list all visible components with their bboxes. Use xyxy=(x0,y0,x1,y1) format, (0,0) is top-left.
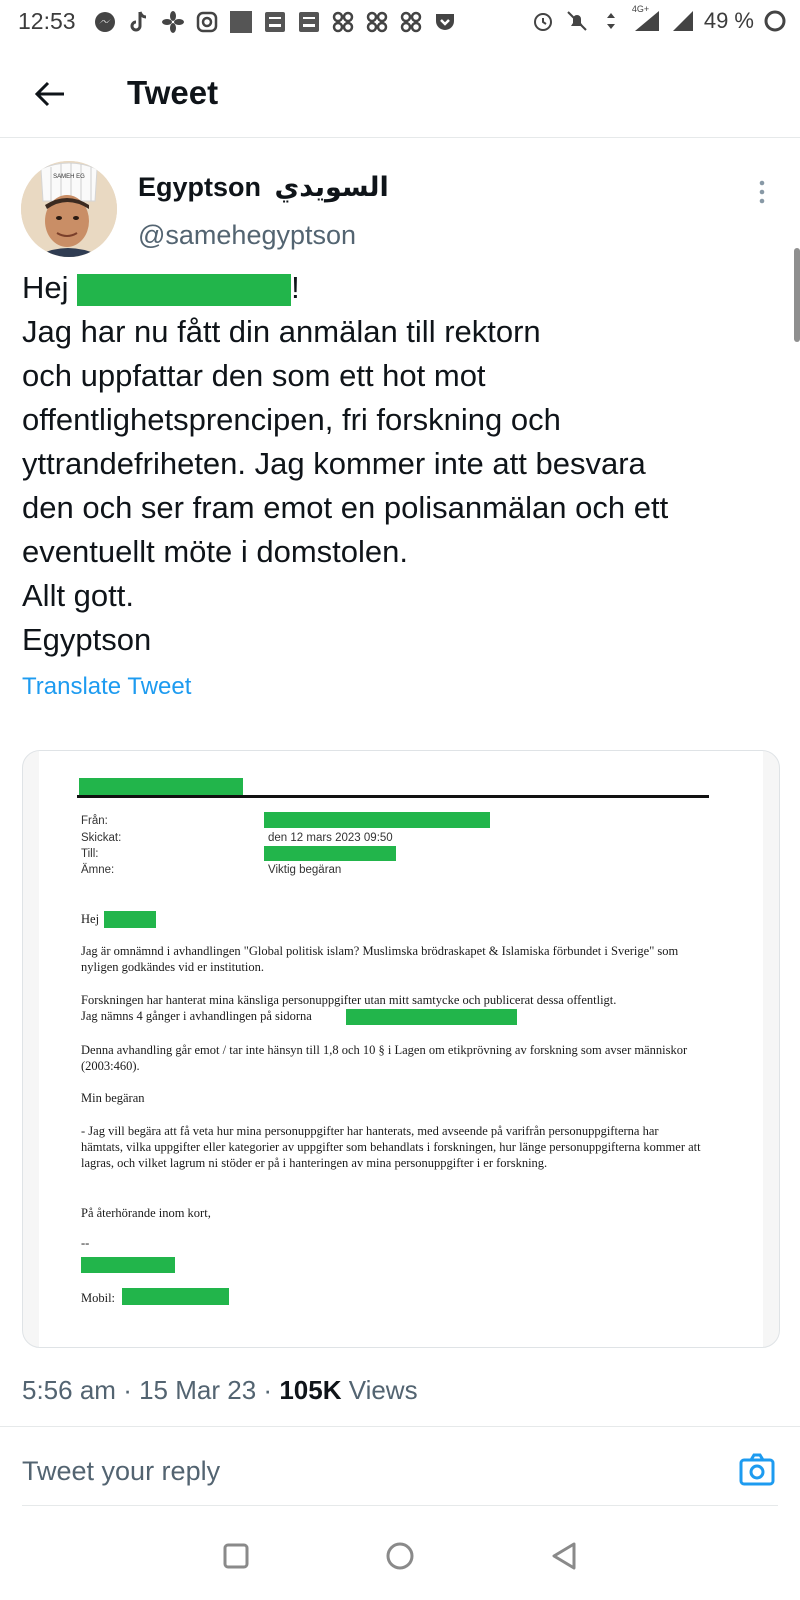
translate-tweet-link[interactable]: Translate Tweet xyxy=(22,673,192,700)
reply-divider xyxy=(22,1505,778,1506)
doc-paragraph: - Jag vill begära att få veta hur mina personuppgifter har hanterats, med avseende på varifrån personuppgifterna har hämtats, vilka uppgifter eller kategorier av uppgifter som behandlats i forskningen, hur länge personuppgifterna kommer att lagras, och vilket lagrum ni stöder er på i hanteringen av mina personuppgifter i er forskning. xyxy=(81,1124,701,1170)
tweet-line: Egyptson xyxy=(22,622,152,657)
card-icon xyxy=(296,9,322,35)
mute-icon xyxy=(564,8,590,34)
tweet-line: eventuellt möte i domstolen. xyxy=(22,534,408,569)
doc-paragraph: Jag nämns 4 gånger i avhandlingen på sidorna xyxy=(81,1009,312,1023)
tweet-date[interactable]: 15 Mar 23 xyxy=(139,1375,257,1405)
tweet-greeting-end: ! xyxy=(291,270,300,305)
grid-app-icon xyxy=(364,9,390,35)
redaction-box xyxy=(122,1288,229,1305)
redaction-box xyxy=(81,1257,175,1273)
tweet-line: yttrandefriheten. Jag kommer inte att besvara xyxy=(22,446,646,481)
doc-closing: På återhörande inom kort, xyxy=(81,1206,211,1220)
tweet-meta xyxy=(22,1375,418,1406)
doc-mobile-label: Mobil: xyxy=(81,1291,116,1305)
tweet-line: Allt gott. xyxy=(22,578,134,613)
tweet-line: och uppfattar den som ett hot mot xyxy=(22,358,486,393)
redaction-box xyxy=(346,1009,517,1025)
messenger-icon xyxy=(92,9,118,35)
signal-icon xyxy=(631,4,662,34)
back-nav-button[interactable] xyxy=(542,1534,586,1578)
status-time: 12:53 xyxy=(18,8,76,34)
signal-icon xyxy=(670,8,696,34)
display-name-arabic: السويدي xyxy=(274,172,389,203)
tiktok-icon xyxy=(126,9,152,35)
meta-divider xyxy=(0,1426,800,1427)
views-count[interactable]: 105K xyxy=(279,1375,342,1405)
meta-separator: · xyxy=(123,1375,132,1405)
redaction-box xyxy=(264,812,490,828)
tweet-text xyxy=(22,266,782,662)
pocket-icon xyxy=(432,9,458,35)
doc-greeting: Hej xyxy=(81,912,100,926)
tweet-greeting-line xyxy=(22,266,782,310)
email-document xyxy=(39,751,763,1347)
sent-label: Skickat: xyxy=(81,832,122,844)
doc-paragraph: Forskningen har hanterat mina känsliga personuppgifter utan mitt samtycke och publicerat dessa offentligt. xyxy=(81,993,617,1007)
arrow-left-icon xyxy=(34,80,66,108)
home-button[interactable] xyxy=(378,1534,422,1578)
system-nav-bar xyxy=(0,1512,800,1600)
top-bar xyxy=(0,58,800,138)
meta-separator: · xyxy=(263,1375,273,1405)
doc-heading: Min begäran xyxy=(81,1091,145,1105)
tweet-line: Jag har nu fått din anmälan till rektorn xyxy=(22,314,541,349)
to-label: Till: xyxy=(81,848,99,860)
recent-apps-button[interactable] xyxy=(214,1534,258,1578)
doc-paragraph: Denna avhandling går emot / tar inte hänsyn till 1,8 och 10 § i Lagen om etikprövning av forskning som avser människor (2003:460). xyxy=(81,1043,688,1073)
views-label: Views xyxy=(348,1375,418,1405)
more-options-button[interactable] xyxy=(752,178,772,206)
camera-button[interactable] xyxy=(737,1450,777,1490)
system-icons xyxy=(530,4,788,34)
tweet-time[interactable]: 5:56 am xyxy=(22,1375,116,1405)
tweet-line: offentlighetsprencipen, fri forskning och xyxy=(22,402,561,437)
doc-paragraph: Jag är omnämnd i avhandlingen "Global politisk islam? Muslimska brödraskapet & Islamiska förbundet i Sverige" som nyligen godkändes vid er institution. xyxy=(81,944,679,974)
vertical-dots-icon xyxy=(752,178,772,206)
app-square-icon xyxy=(228,9,254,35)
display-name[interactable] xyxy=(138,172,389,203)
reply-input[interactable] xyxy=(22,1456,702,1487)
notification-icons xyxy=(92,9,458,35)
from-label: Från: xyxy=(81,815,108,827)
tweet-media-image[interactable] xyxy=(22,750,780,1348)
page-title: Tweet xyxy=(127,74,219,111)
avatar-caption: SAMEH EG xyxy=(53,174,85,180)
grid-app-icon xyxy=(330,9,356,35)
redaction-box xyxy=(77,274,291,306)
network-type: 4G+ xyxy=(631,4,650,14)
document-rule xyxy=(77,795,709,798)
alarm-icon xyxy=(530,8,556,34)
tweet-greeting: Hej xyxy=(22,270,69,305)
avatar[interactable] xyxy=(21,161,117,257)
pinwheel-icon xyxy=(160,9,186,35)
redaction-box xyxy=(104,911,156,928)
scrollbar[interactable] xyxy=(794,248,800,342)
redaction-box xyxy=(264,846,396,861)
subject-value: Viktig begäran xyxy=(268,864,342,876)
triangle-back-icon xyxy=(550,1541,578,1571)
camera-icon xyxy=(737,1450,777,1490)
circle-icon xyxy=(385,1541,415,1571)
sent-value: den 12 mars 2023 09:50 xyxy=(268,832,393,844)
card-icon xyxy=(262,9,288,35)
header-divider xyxy=(0,137,800,138)
battery-icon xyxy=(762,8,788,34)
user-handle[interactable]: @samehegyptson xyxy=(138,220,357,250)
instagram-icon xyxy=(194,9,220,35)
status-bar xyxy=(0,0,800,44)
grid-app-icon xyxy=(398,9,424,35)
square-icon xyxy=(222,1542,250,1570)
display-name-text: Egyptson xyxy=(138,172,262,202)
back-button[interactable] xyxy=(28,72,72,116)
doc-signature-dash: -- xyxy=(81,1236,90,1250)
data-arrows-icon xyxy=(598,8,624,34)
subject-label: Ämne: xyxy=(81,864,115,876)
redaction-box xyxy=(79,778,243,795)
tweet-line: den och ser fram emot en polisanmälan och ett xyxy=(22,490,669,525)
avatar-image xyxy=(21,161,117,257)
battery-percent: 49 % xyxy=(703,8,754,33)
